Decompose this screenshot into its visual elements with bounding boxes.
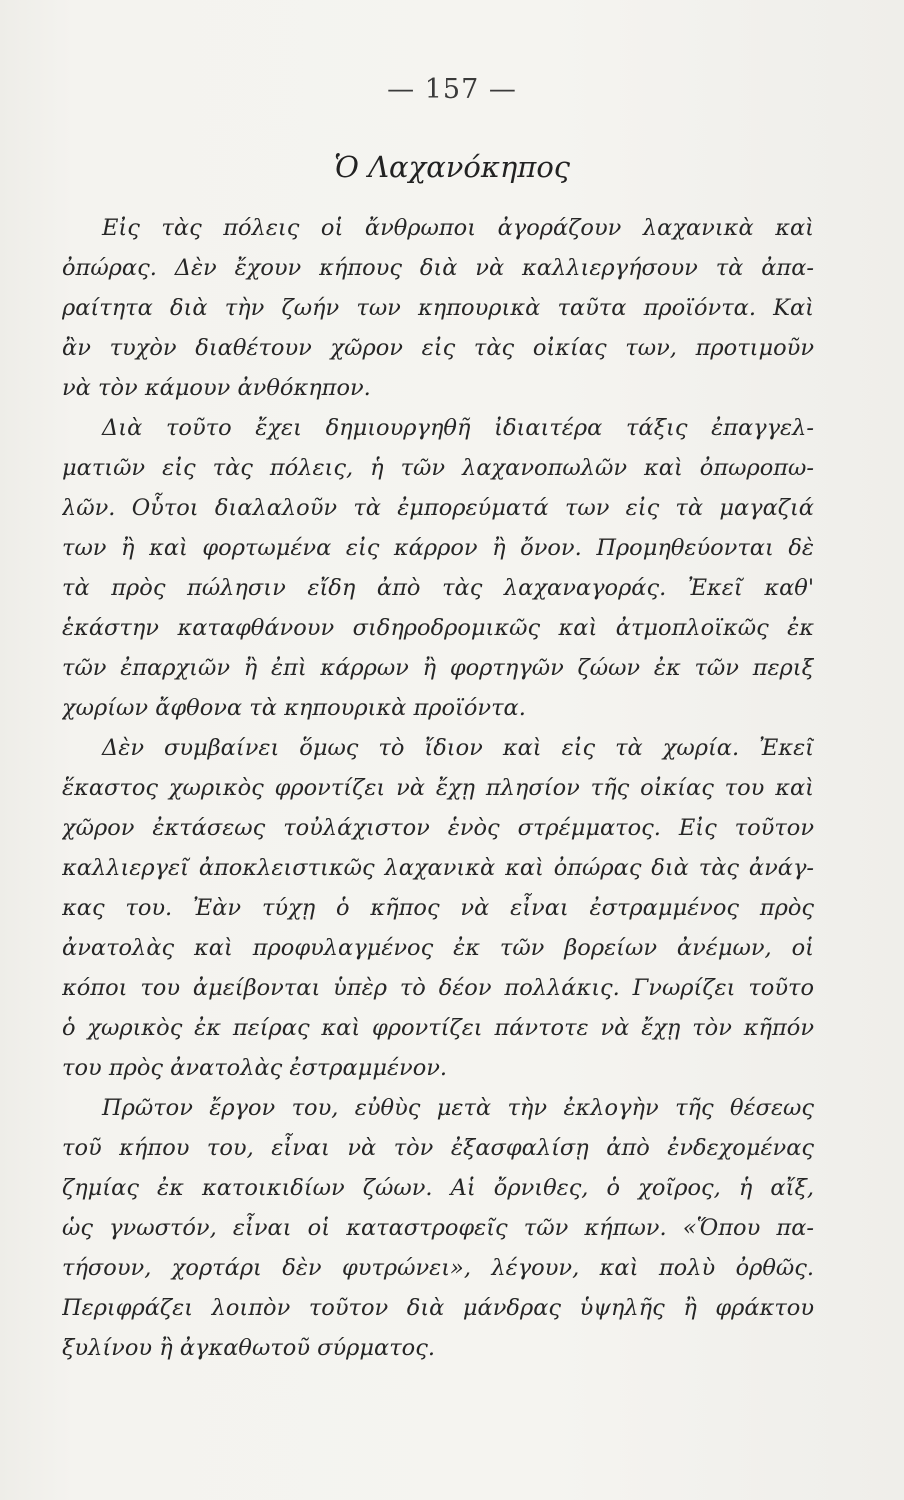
text-line: κόποι του ἀμείβονται ὑπὲρ τὸ δέον πολλάκις. Γνωρίζει τοῦτο (62, 975, 814, 1001)
text-line: ὀπώρας. Δὲν ἔχουν κήπους διὰ νὰ καλλιεργήσουν τὰ ἀπα- (62, 255, 814, 281)
text-line: ἕκαστος χωρικὸς φροντίζει νὰ ἔχῃ πλησίον τῆς οἰκίας του καὶ (62, 775, 814, 801)
chapter-title: Ὁ Λαχανόκηπος (333, 150, 571, 184)
text-line: ματιῶν εἰς τὰς πόλεις, ἡ τῶν λαχανοπωλῶν καὶ ὀπωροπω- (62, 455, 814, 481)
text-line: ξυλίνου ἢ ἀγκαθωτοῦ σύρματος. (62, 1335, 435, 1361)
page-number: — 157 — (387, 74, 517, 105)
paragraph-1 (62, 208, 814, 408)
text-line: ἀνατολὰς καὶ προφυλαγμένος ἐκ τῶν βορείων ἀνέμων, οἱ (62, 935, 814, 961)
text-line: καλλιεργεῖ ἀποκλειστικῶς λαχανικὰ καὶ ὀπώρας διὰ τὰς ἀνάγ- (62, 855, 814, 881)
text-line: Δὲν συμβαίνει ὅμως τὸ ἴδιον καὶ εἰς τὰ χωρία. Ἐκεῖ (102, 735, 814, 761)
paragraph-3 (62, 728, 814, 1088)
text-line: ραίτητα διὰ τὴν ζωήν των κηπουρικὰ ταῦτα προϊόντα. Καὶ (62, 295, 814, 321)
text-line: τοῦ κήπου του, εἶναι νὰ τὸν ἐξασφαλίσῃ ἀπὸ ἐνδεχομένας (62, 1135, 814, 1161)
text-line: του πρὸς ἀνατολὰς ἐστραμμένον. (62, 1055, 448, 1081)
text-line: τὰ πρὸς πώλησιν εἴδη ἀπὸ τὰς λαχαναγοράς. Ἐκεῖ καθ' (62, 575, 814, 601)
paragraph-2 (62, 408, 814, 728)
text-line: Περιφράζει λοιπὸν τοῦτον διὰ μάνδρας ὑψηλῆς ἢ φράκτου (62, 1295, 814, 1321)
text-line: χῶρον ἐκτάσεως τοὐλάχιστον ἑνὸς στρέμματος. Εἰς τοῦτον (62, 815, 814, 841)
text-line: λῶν. Οὗτοι διαλαλοῦν τὰ ἐμπορεύματά των εἰς τὰ μαγαζιά (62, 495, 814, 521)
text-line: των ἢ καὶ φορτωμένα εἰς κάρρον ἢ ὄνον. Προμηθεύονται δὲ (62, 535, 814, 561)
text-line: χωρίων ἄφθονα τὰ κηπουρικὰ προϊόντα. (62, 695, 526, 721)
text-line: ὁ χωρικὸς ἐκ πείρας καὶ φροντίζει πάντοτε νὰ ἔχῃ τὸν κῆπόν (62, 1015, 814, 1041)
text-line: κας του. Ἐὰν τύχῃ ὁ κῆπος νὰ εἶναι ἐστραμμένος πρὸς (62, 895, 814, 921)
text-line: Εἰς τὰς πόλεις οἱ ἄνθρωποι ἀγοράζουν λαχανικὰ καὶ (102, 215, 814, 241)
text-line: νὰ τὸν κάμουν ἀνθόκηπον. (62, 375, 371, 401)
body-text (62, 208, 814, 1368)
text-line: ζημίας ἐκ κατοικιδίων ζώων. Αἱ ὄρνιθες, ὁ χοῖρος, ἡ αἴξ, (62, 1175, 814, 1201)
text-line: ὡς γνωστόν, εἶναι οἱ καταστροφεῖς τῶν κήπων. «Ὅπου πα- (62, 1215, 814, 1241)
text-line: ἂν τυχὸν διαθέτουν χῶρον εἰς τὰς οἰκίας των, προτιμοῦν (62, 335, 814, 361)
text-line: τήσουν, χορτάρι δὲν φυτρώνει», λέγουν, καὶ πολὺ ὀρθῶς. (62, 1255, 814, 1281)
text-line: τῶν ἐπαρχιῶν ἢ ἐπὶ κάρρων ἢ φορτηγῶν ζώων ἐκ τῶν περιξ (62, 655, 814, 681)
text-line: Πρῶτον ἔργον του, εὐθὺς μετὰ τὴν ἐκλογὴν τῆς θέσεως (102, 1095, 814, 1121)
text-line: Διὰ τοῦτο ἔχει δημιουργηθῆ ἰδιαιτέρα τάξις ἐπαγγελ- (102, 415, 814, 441)
text-line: ἑκάστην καταφθάνουν σιδηροδρομικῶς καὶ ἀτμοπλοϊκῶς ἐκ (62, 615, 814, 641)
paragraph-4 (62, 1088, 814, 1368)
